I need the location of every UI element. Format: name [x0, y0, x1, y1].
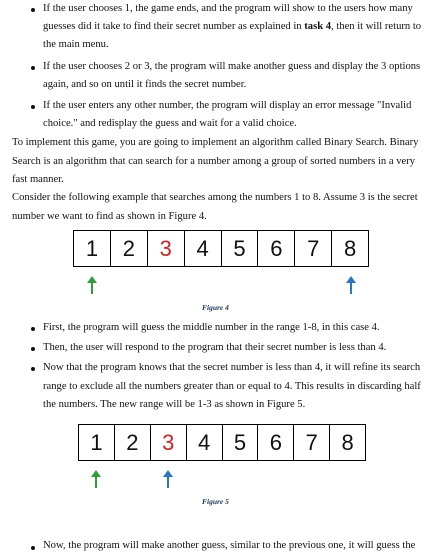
bullet-dot — [31, 367, 35, 371]
bullet-dot — [31, 66, 35, 70]
bullet-dot — [31, 546, 35, 550]
bullet-dot — [31, 327, 35, 331]
figure-caption: Figure 5 — [202, 497, 229, 506]
paragraph-line: Consider the following example that searches among the numbers 1 to 8. Assume 3 is the secret — [12, 192, 418, 203]
text-run: If the user chooses 1, the game ends, and the program will show to the users how many — [43, 3, 413, 14]
bullet-dot — [31, 8, 35, 12]
number-cell: 7 — [295, 231, 332, 266]
number-cell: 4 — [185, 231, 222, 266]
number-row — [73, 230, 369, 267]
text-run: , then it will return to — [331, 21, 422, 32]
bullet-line: Now that the program knows that the secret number is less than 4, it will refine its search — [43, 362, 421, 373]
number-cell: 8 — [341, 429, 354, 455]
bullet-line — [43, 118, 297, 130]
text-run: If the user chooses 2 or 3, the program will make another guess and display the 3 options — [43, 61, 421, 72]
number-cell: 5 — [222, 231, 259, 266]
bullet-line — [43, 100, 411, 112]
number-cell: 3 — [148, 231, 185, 266]
number-cell: 8 — [343, 235, 357, 261]
paragraph-line: To implement this game, you are going to implement an algorithm called Binary Search. Binary — [12, 137, 419, 148]
text-run: again, and so on until it finds the secret number. — [43, 79, 247, 90]
bullet-line: Then, the user will respond to the program that their secret number is less than 4. — [43, 342, 387, 353]
bullet-dot — [31, 347, 35, 351]
bullet-line: the numbers. The new range will be 1-3 as shown in Figure 5. — [43, 399, 306, 410]
up-arrow-icon — [163, 470, 173, 488]
number-row — [78, 424, 366, 461]
text-run: If the user enters any other number, the program will display an error message "Invalid — [43, 100, 412, 111]
number-cell: 4 — [187, 425, 223, 460]
bullet-text: Now, the program will make another guess, similar to the previous one, it will guess the — [43, 540, 416, 551]
paragraph-line: number we want to find as shown in Figure 4. — [12, 211, 207, 222]
number-cell: 6 — [258, 425, 294, 460]
bullet-line: First, the program will guess the middle number in the range 1-8, in this case 4. — [43, 322, 380, 333]
number-cell: 1 — [79, 425, 115, 460]
number-cell: 3 — [151, 425, 187, 460]
number-cell: 2 — [115, 425, 151, 460]
paragraph-line: Search is an algorithm that can search for a number among a group of sorted numbers in a very — [12, 156, 416, 167]
up-arrow-icon — [91, 470, 101, 488]
paragraph-line: fast manner. — [12, 174, 64, 185]
bullet-line — [43, 79, 246, 91]
bullet-line — [43, 21, 421, 33]
number-cell: 1 — [74, 231, 111, 266]
number-cell: 5 — [223, 425, 259, 460]
bullet-dot — [31, 105, 35, 109]
number-cell: 6 — [258, 231, 295, 266]
number-cell: 7 — [294, 425, 330, 460]
bold-term: task 4 — [304, 21, 332, 32]
bullet-line — [43, 61, 420, 73]
bullet-line — [43, 3, 413, 15]
text-run: guesses did it take to find their secret number as explained in — [43, 21, 305, 32]
text-run: the main menu. — [43, 39, 109, 50]
text-run: choice." and redisplay the guess and wait for a valid choice. — [43, 118, 297, 129]
bullet-line: range to exclude all the numbers greater than or equal to 4. This results in discarding half — [43, 381, 421, 392]
up-arrow-icon — [346, 276, 356, 294]
number-cell: 2 — [111, 231, 148, 266]
up-arrow-icon — [87, 276, 97, 294]
bullet-line — [43, 39, 109, 51]
figure-caption: Figure 4 — [202, 303, 229, 312]
